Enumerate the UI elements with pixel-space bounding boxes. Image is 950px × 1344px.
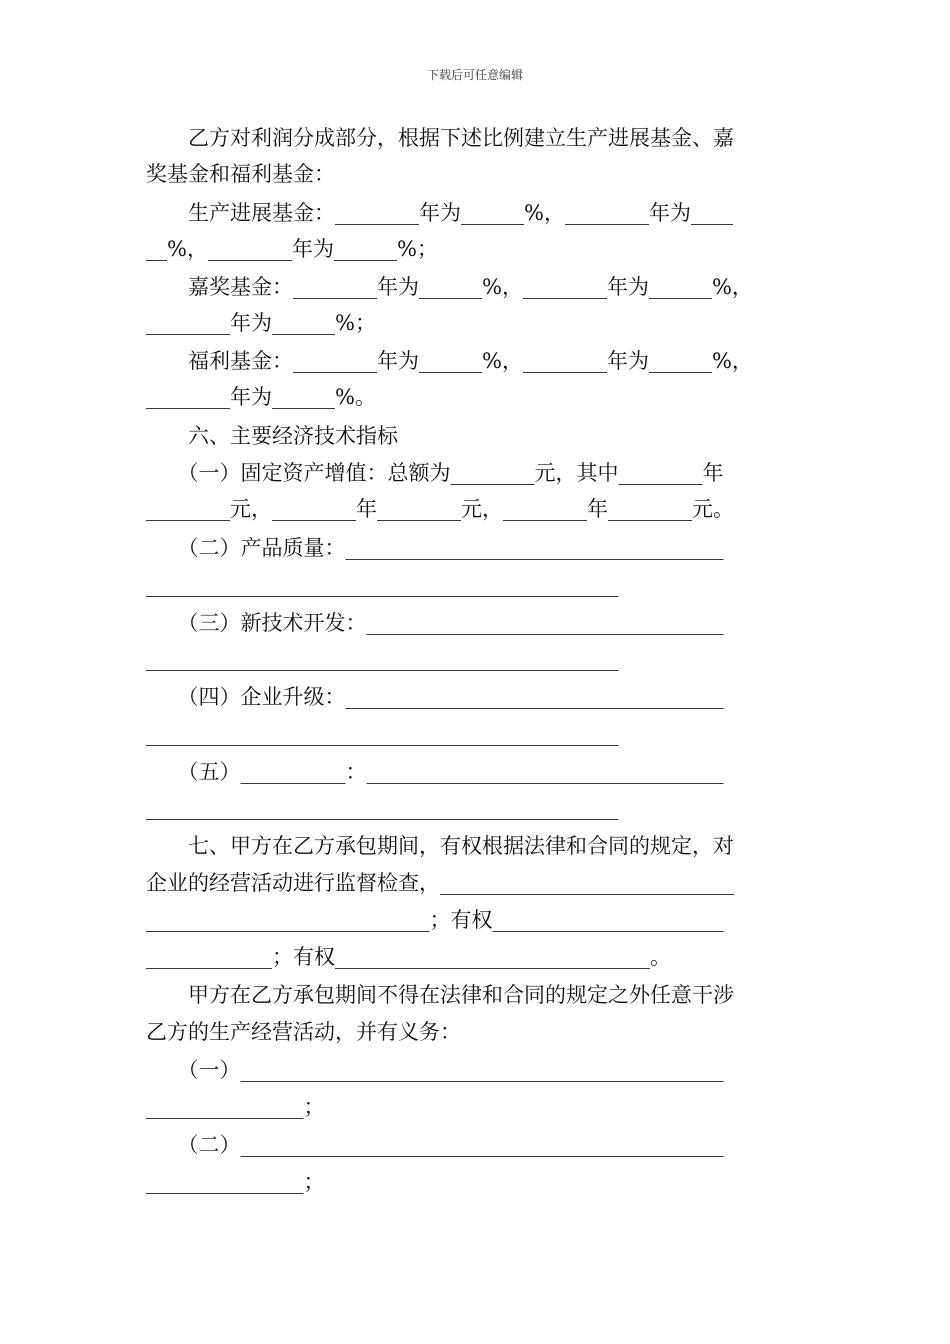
blank-line: _____________________________________________ — [146, 796, 619, 820]
blank-line: _____________________________________________ — [146, 573, 619, 597]
paragraph-line: ________年为______%。 — [146, 385, 376, 409]
blank-line: _______________； — [146, 1095, 325, 1119]
blank-line: _______________； — [146, 1170, 325, 1194]
paragraph-line: 嘉奖基金：________年为______%，________年为______%， — [146, 275, 753, 299]
page-header-note: 下载后可任意编辑 — [426, 68, 523, 82]
paragraph-line: （二）产品质量：____________________________________ — [146, 536, 724, 560]
section-heading: 七、甲方在乙方承包期间，有权根据法律和合同的规定，对 — [146, 834, 734, 858]
blank-line: _____________________________________________ — [146, 647, 619, 671]
paragraph-line: （四）企业升级：____________________________________ — [146, 685, 724, 709]
paragraph-line: 生产进展基金：________年为______%，________年为____ — [146, 201, 733, 225]
paragraph-line: （二）______________________________________________ — [146, 1133, 724, 1157]
paragraph-line: ___________________________；有权______________________ — [146, 908, 724, 932]
paragraph-line: 福利基金：________年为______%，________年为______%， — [146, 349, 753, 373]
paragraph-line: 甲方在乙方承包期间不得在法律和合同的规定之外任意干涉 — [146, 983, 734, 1007]
paragraph-line: 乙方的生产经营活动，并有义务： — [146, 1020, 461, 1044]
paragraph-line: ________年为______%； — [146, 311, 376, 335]
paragraph-line: （一）固定资产增值：总额为________元，其中________年 — [146, 461, 724, 485]
blank-line: _____________________________________________ — [146, 722, 619, 746]
paragraph-line: 乙方对利润分成部分，根据下述比例建立生产进展基金、嘉 — [146, 126, 734, 150]
paragraph-line: （五）__________：__________________________________ — [146, 760, 724, 784]
paragraph-line: 企业的经营活动进行监督检查，____________________________ — [146, 871, 734, 895]
paragraph-line: 奖基金和福利基金： — [146, 162, 335, 186]
paragraph-line: __%，________年为______%； — [146, 237, 438, 261]
section-heading: 六、主要经济技术指标 — [146, 424, 398, 448]
paragraph-line: （三）新技术开发：__________________________________ — [146, 611, 724, 635]
paragraph-line: ________元，________年________元，________年________元。 — [146, 497, 734, 521]
paragraph-line: ____________；有权______________________________。 — [146, 945, 671, 969]
paragraph-line: （一）______________________________________________ — [146, 1058, 724, 1082]
